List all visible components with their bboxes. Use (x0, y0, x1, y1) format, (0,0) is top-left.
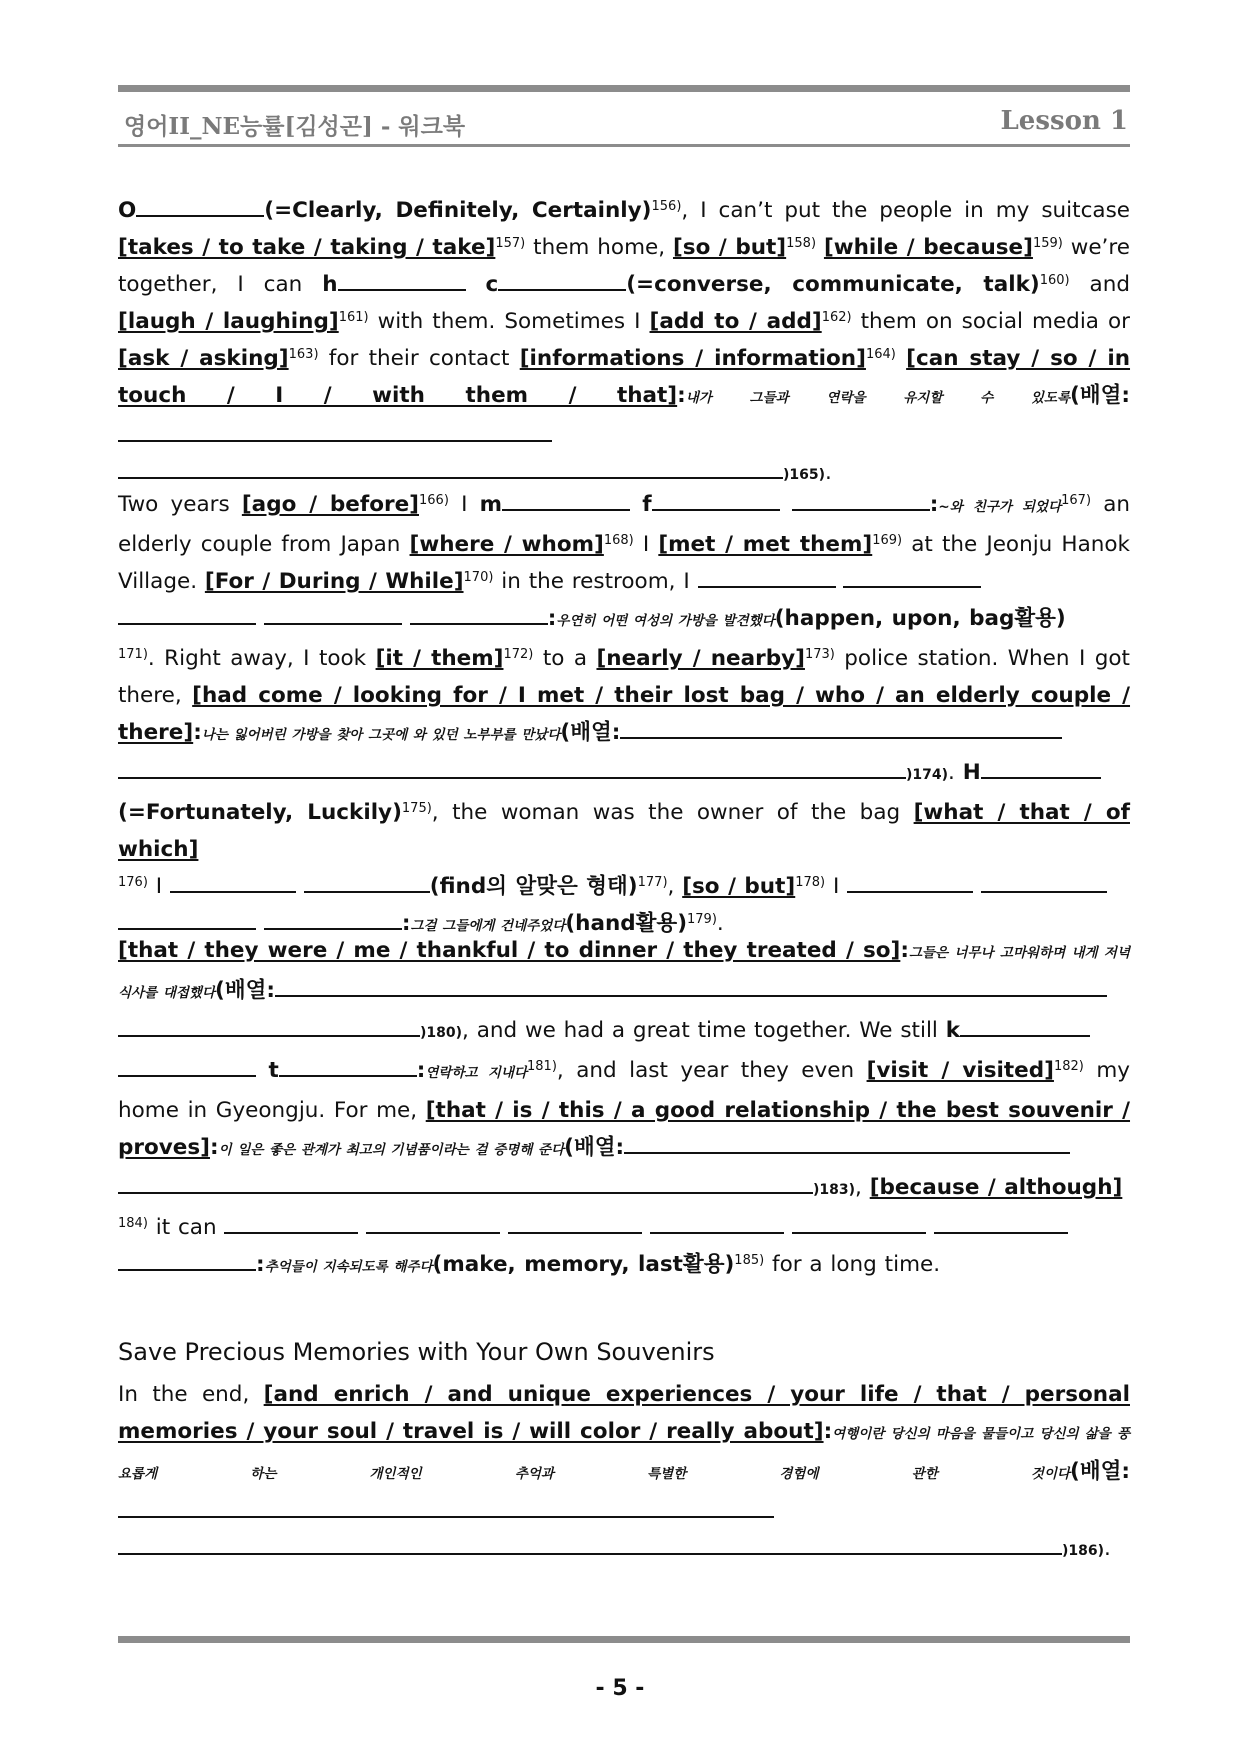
hint-letter-f: f (642, 492, 652, 517)
question-number: 161) (338, 310, 369, 325)
hint-words: (find의 알맞은 형태) (429, 874, 638, 899)
question-number: )180) (420, 1025, 463, 1041)
paragraph-3 (118, 932, 1130, 1286)
body-text: them home, (525, 235, 673, 260)
question-number: 179) (687, 912, 717, 927)
answer-blank[interactable] (136, 197, 264, 217)
body-text: , the woman was the owner of the bag (431, 800, 914, 825)
hint-letter-o: O (118, 198, 137, 223)
question-number: 185) (734, 1253, 765, 1268)
arrange-label: (배열: (215, 978, 275, 1003)
colon: : (823, 1419, 833, 1444)
question-number: )183) (813, 1182, 856, 1198)
option-bracket: [can stay / so / in touch / I / with them / that] (118, 346, 1131, 408)
option-bracket: [nearly / nearby] (596, 646, 805, 671)
hint-letter-h: H (962, 760, 981, 785)
body-text: Two years (118, 492, 242, 517)
answer-blank[interactable] (264, 910, 402, 930)
answer-blank[interactable] (498, 271, 626, 291)
hint-letter-h: h (322, 272, 338, 297)
body-text: , (855, 1175, 870, 1200)
colon: : (416, 1058, 426, 1083)
body-text: . (716, 911, 724, 936)
answer-blank[interactable] (264, 605, 402, 625)
question-number: 171) (118, 647, 148, 662)
option-bracket: [and enrich / and unique experiences / your life / that / personal memories / your soul / travel is / will color / really about] (118, 1382, 1130, 1444)
hint-letter-t: t (268, 1058, 279, 1083)
colon: : (256, 1252, 265, 1277)
hint-letter-c: c (485, 272, 499, 297)
question-number: 159) (1032, 236, 1063, 251)
body-text: . (825, 460, 832, 485)
hint-letter-k: k (945, 1018, 961, 1043)
body-text: them on social media or (851, 309, 1130, 334)
question-number: 158) (786, 236, 817, 251)
colon: : (209, 1135, 219, 1160)
option-bracket: [informations / information] (519, 346, 866, 371)
option-bracket: [while / because] (823, 235, 1033, 260)
hint-synonyms: (=Clearly, Definitely, Certainly) (264, 198, 652, 223)
option-bracket: [so / but] (672, 235, 787, 260)
option-bracket: [it / them] (375, 646, 504, 671)
option-bracket: [that / is / this / a good relationship / the best souvenir / proves] (118, 1098, 1131, 1160)
body-text (896, 346, 906, 371)
answer-blank[interactable] (170, 873, 296, 893)
paragraph-2 (118, 486, 1130, 945)
answer-blank[interactable] (118, 422, 552, 442)
hint-words: (make, memory, last활용) (432, 1252, 735, 1277)
question-number: )186) (1062, 1543, 1105, 1559)
body-text: for their contact (318, 346, 520, 371)
page-number: - 5 - (595, 1676, 645, 1701)
paragraph-4 (118, 1376, 1130, 1570)
body-text: in the restroom, I (493, 569, 698, 594)
korean-hint: 나는 잃어버린 가방을 찾아 그곳에 와 있던 노부부를 만났다 (201, 727, 561, 743)
option-bracket: [For / During / While] (204, 569, 464, 594)
colon: : (193, 720, 202, 745)
question-number: 175) (401, 801, 432, 816)
answer-blank[interactable] (224, 1214, 358, 1234)
answer-blank[interactable] (934, 1214, 1068, 1234)
body-text (816, 235, 824, 260)
option-bracket: [what / that / of which] (118, 800, 1130, 862)
option-bracket: [ask / asking] (118, 346, 289, 371)
body-text: In the end, (118, 1382, 264, 1407)
korean-hint: 여행이란 당신의 마음을 물들이고 당신의 삶을 풍요롭게 하는 개인적인 추억과 특별한 경험에 관한 것이다 (118, 1426, 1130, 1482)
question-number: 169) (872, 533, 903, 548)
question-number: 170) (463, 570, 494, 585)
body-text: I (448, 492, 480, 517)
colon: : (677, 383, 686, 408)
answer-blank[interactable] (792, 1214, 926, 1234)
question-number: 156) (651, 199, 682, 214)
body-text: we’re together, I can (118, 235, 1130, 297)
question-number: 176) (118, 875, 148, 890)
header-bottom-rule (118, 144, 1130, 147)
korean-hint: 내가 그들과 연락을 유지할 수 있도록 (685, 390, 1071, 406)
answer-blank[interactable] (960, 1017, 1090, 1037)
question-number: 172) (503, 647, 534, 662)
arrange-label: (배열: (1070, 383, 1130, 408)
body-text: , I can’t put the people in my suitcase (681, 198, 1130, 223)
question-number: 178) (795, 875, 826, 890)
option-bracket: [where / whom] (409, 532, 604, 557)
paragraph-1 (118, 192, 1130, 494)
question-number: 157) (495, 236, 526, 251)
answer-blank[interactable] (118, 459, 783, 479)
body-text: I (825, 874, 848, 899)
body-text: my home in Gyeongju. For me, (118, 1058, 1130, 1123)
answer-blank[interactable] (652, 491, 780, 511)
body-text: with them. Sometimes I (368, 309, 650, 334)
answer-blank[interactable] (847, 873, 973, 893)
option-bracket: [ago / before] (241, 492, 419, 517)
answer-blank[interactable] (792, 491, 930, 511)
question-number: 162) (821, 310, 852, 325)
header-title: 영어II_NE능률[김성곤] - 워크북 (124, 113, 466, 140)
body-text: for a long time. (764, 1252, 941, 1277)
option-bracket: [that / they were / me / thankful / to dinner / they treated / so] (118, 938, 901, 963)
body-text: at the Jeonju Hanok Village. (118, 532, 1130, 594)
hint-letter-m: m (479, 492, 503, 517)
answer-blank[interactable] (118, 759, 906, 779)
korean-hint: 이 일은 좋은 관계가 최고의 기념품이라는 걸 증명해 준다 (218, 1142, 565, 1158)
footer-rule (118, 1636, 1130, 1643)
answer-blank[interactable] (118, 1251, 256, 1271)
question-number: )165) (783, 467, 826, 483)
body-text: , and we had a great time together. We still (462, 1018, 946, 1043)
answer-blank[interactable] (620, 719, 1062, 739)
option-bracket: [takes / to take / taking / take] (118, 235, 496, 260)
body-text: , and last year they even (556, 1058, 867, 1083)
answer-blank[interactable] (410, 605, 548, 625)
arrange-label: (배열: (564, 1135, 625, 1160)
answer-blank[interactable] (118, 1498, 774, 1518)
colon: : (547, 606, 557, 631)
answer-blank[interactable] (118, 1017, 420, 1037)
option-bracket: [had come / looking for / I met / their lost bag / who / an elderly couple / there] (118, 683, 1131, 745)
header-top-rule (118, 85, 1130, 92)
hint-words: (happen, upon, bag활용) (774, 606, 1066, 631)
question-number: 167) (1061, 493, 1092, 508)
arrange-label: (배열: (560, 720, 621, 745)
question-number: 163) (288, 347, 319, 362)
body-text: , (667, 874, 683, 899)
question-number: 173) (804, 647, 835, 662)
korean-hint: 우연히 어떤 여성의 가방을 발견했다 (556, 613, 775, 629)
question-number: 168) (603, 533, 634, 548)
answer-blank[interactable] (118, 605, 256, 625)
header-lesson: Lesson 1 (1000, 106, 1128, 136)
answer-blank[interactable] (843, 568, 981, 588)
question-number: 177) (637, 875, 668, 890)
option-bracket: [visit / visited] (866, 1058, 1054, 1083)
answer-blank[interactable] (508, 1214, 642, 1234)
korean-hint: ~와 친구가 되었다 (938, 499, 1062, 515)
colon: : (900, 938, 909, 963)
korean-hint: 그걸 그들에게 건네주었다 (410, 918, 566, 934)
body-text: I (147, 874, 170, 899)
answer-blank[interactable] (624, 1134, 1070, 1154)
body-text: I (633, 532, 659, 557)
answer-blank[interactable] (366, 1214, 500, 1234)
body-text: . Right away, I took (147, 646, 376, 671)
answer-blank[interactable] (981, 759, 1101, 779)
answer-blank[interactable] (118, 1535, 1062, 1555)
body-text: police station. When I got there, (118, 646, 1130, 708)
arrange-label: (배열: (1070, 1459, 1130, 1484)
option-bracket: [met / met them] (658, 532, 873, 557)
colon: : (929, 492, 939, 517)
question-number: )174) (906, 767, 949, 783)
question-number: 182) (1053, 1059, 1084, 1074)
question-number: 160) (1039, 273, 1070, 288)
question-number: 164) (865, 347, 896, 362)
option-bracket: [because / although] (869, 1175, 1123, 1200)
hint-synonyms: (=converse, communicate, talk) (626, 272, 1040, 297)
hint-synonyms: (=Fortunately, Luckily) (118, 800, 402, 825)
question-number: 181) (527, 1059, 557, 1074)
answer-blank[interactable] (650, 1214, 784, 1234)
body-text: an elderly couple from Japan (118, 492, 1131, 557)
korean-hint: 추억들이 지속되도록 해주다 (264, 1259, 433, 1275)
answer-blank[interactable] (279, 1057, 417, 1077)
korean-hint: 연락하고 지내다 (425, 1065, 527, 1081)
section-title: Save Precious Memories with Your Own Souvenirs (118, 1338, 715, 1366)
body-text: it can (147, 1215, 225, 1240)
answer-blank[interactable] (338, 271, 466, 291)
question-number: 184) (118, 1216, 148, 1231)
korean-hint: 그들은 너무나 고마워하며 내게 저녁 식사를 대접했다 (118, 945, 1130, 1001)
answer-blank[interactable] (698, 568, 836, 588)
option-bracket: [laugh / laughing] (118, 309, 339, 334)
answer-blank[interactable] (981, 873, 1107, 893)
body-text: . (1104, 1536, 1111, 1561)
answer-blank[interactable] (118, 910, 256, 930)
hint-words: (hand활용) (565, 911, 688, 936)
body-text: and (1069, 272, 1130, 297)
option-bracket: [add to / add] (649, 309, 822, 334)
colon: : (401, 911, 411, 936)
body-text: to a (533, 646, 597, 671)
question-number: 166) (419, 493, 449, 508)
option-bracket: [so / but] (682, 874, 796, 899)
answer-blank[interactable] (502, 491, 630, 511)
answer-blank[interactable] (275, 977, 1107, 997)
answer-blank[interactable] (118, 1057, 256, 1077)
answer-blank[interactable] (304, 873, 430, 893)
body-text: . (948, 760, 963, 785)
answer-blank[interactable] (118, 1174, 813, 1194)
